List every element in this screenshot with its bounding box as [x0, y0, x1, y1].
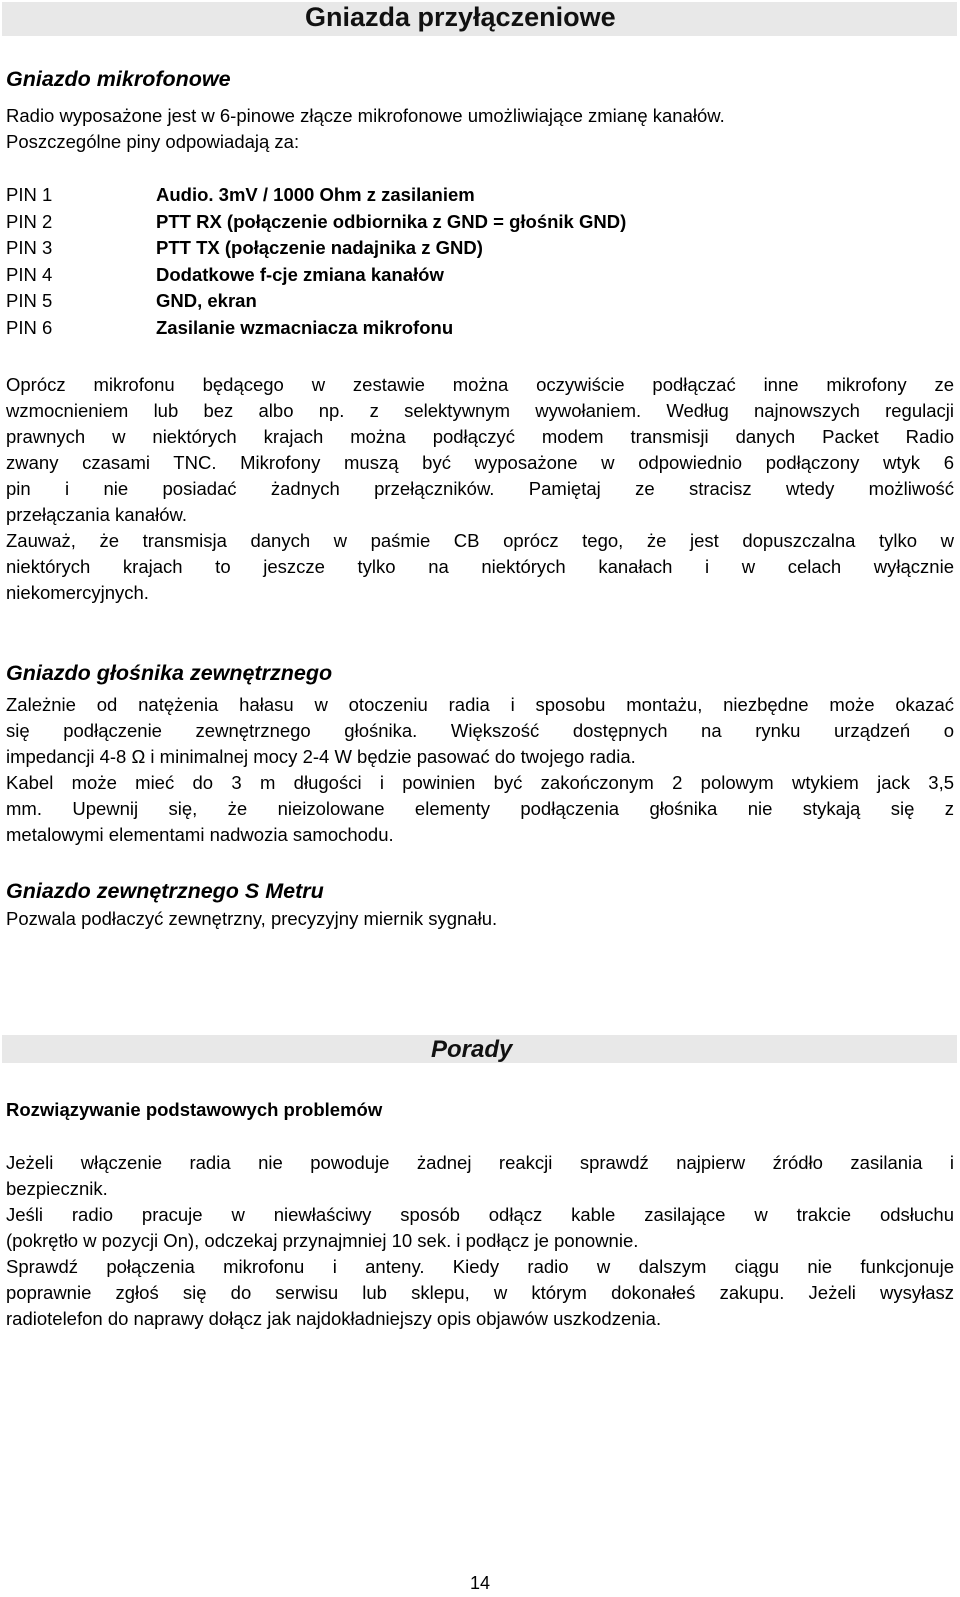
pin-description: PTT TX (połączenie nadajnika z GND)	[156, 237, 483, 258]
text-line: niekomercyjnych.	[6, 582, 149, 603]
smeter-paragraph	[6, 906, 954, 932]
text-line: Radio wyposażone jest w 6-pinowe złącze mikrofonowe umożliwiające zmianę kanałów.	[6, 105, 725, 126]
pin-description: Dodatkowe f-cje zmiana kanałów	[156, 263, 444, 285]
text-line: Poszczególne piny odpowiadają za:	[6, 131, 300, 152]
text-line: wzmocnieniem lub bez albo np. z selektywnym wywołaniem. Według najnowszych regulacji	[6, 400, 954, 421]
pin-row	[6, 182, 626, 209]
mic-intro	[6, 103, 954, 155]
mic-section-title: Gniazdo mikrofonowe	[6, 67, 231, 91]
text-line: Jeśli radio pracuje w niewłaściwy sposób odłącz kable zasilające w trakcie odsłuchu	[6, 1204, 954, 1225]
pin-row	[6, 235, 626, 262]
pin-label: PIN 2	[6, 210, 53, 232]
pin-description: Audio. 3mV / 1000 Ohm z zasilaniem	[156, 184, 475, 205]
text-line: Zauważ, że transmisja danych w paśmie CB oprócz tego, że jest dopuszczalna tylko w	[6, 530, 954, 551]
pin-label: PIN 5	[6, 290, 53, 311]
tips-title: Porady	[431, 1036, 513, 1063]
text-line: się podłączenie zewnętrznego głośnika. Większość dostępnych na rynku urządzeń o	[6, 720, 954, 741]
smeter-section-title: Gniazdo zewnętrznego S Metru	[6, 879, 324, 903]
text-line: (pokrętło w pozycji On), odczekaj przynajmniej 10 sek. i podłącz je ponownie.	[6, 1230, 639, 1251]
text-line: prawnych w niektórych krajach można podłączyć modem transmisji danych Packet Radio	[6, 426, 954, 447]
pin-list	[6, 182, 626, 341]
text-line: metalowymi elementami nadwozia samochodu.	[6, 824, 394, 845]
pin-row	[6, 262, 626, 289]
pin-row	[6, 315, 626, 342]
text-line: Oprócz mikrofonu będącego w zestawie można oczywiście podłączać inne mikrofony ze	[6, 374, 954, 395]
text-line: przełączania kanałów.	[6, 504, 187, 525]
text-line: Pozwala podłaczyć zewnętrzny, precyzyjny miernik sygnału.	[6, 908, 498, 929]
text-line: pin i nie posiadać żadnych przełączników. Pamiętaj ze stracisz wtedy możliwość	[6, 478, 954, 499]
pin-label: PIN 1	[6, 184, 53, 205]
text-line: Kabel może mieć do 3 m długości i powinien być zakończonym 2 polowym wtykiem jack 3,5	[6, 772, 954, 793]
pin-label: PIN 6	[6, 316, 53, 338]
page-title: Gniazda przyłączeniowe	[305, 2, 616, 32]
text-line: mm. Upewnij się, że nieizolowane elementy podłączenia głośnika nie stykają się z	[6, 798, 954, 819]
text-line: niektórych krajach to jeszcze tylko na niektórych kanałach i w celach wyłącznie	[6, 556, 954, 577]
mic-paragraph	[6, 372, 954, 606]
text-line: poprawnie zgłoś się do serwisu lub sklepu, w którym dokonałeś zakupu. Jeżeli wysyłasz	[6, 1282, 954, 1303]
text-line: Zależnie od natężenia hałasu w otoczeniu radia i sposobu montażu, niezbędne może okazać	[6, 694, 954, 715]
pin-description: Zasilanie wzmacniacza mikrofonu	[156, 316, 454, 338]
pin-row	[6, 288, 626, 315]
pin-description: PTT RX (połączenie odbiornika z GND = głośnik GND)	[156, 210, 627, 232]
speaker-section-title: Gniazdo głośnika zewnętrznego	[6, 661, 333, 685]
pin-row	[6, 209, 626, 236]
pin-description: GND, ekran	[156, 290, 257, 311]
tips-paragraph	[6, 1150, 954, 1332]
text-line: zwany czasami TNC. Mikrofony muszą być wyposażone w odpowiednio podłączony wtyk 6	[6, 452, 954, 473]
text-line: Sprawdź połączenia mikrofonu i anteny. Kiedy radio w dalszym ciągu nie funkcjonuje	[6, 1256, 954, 1277]
text-line: bezpiecznik.	[6, 1178, 108, 1199]
text-line: radiotelefon do naprawy dołącz jak najdokładniejszy opis objawów uszkodzenia.	[6, 1308, 662, 1329]
page-number: 14	[469, 1573, 491, 1593]
pin-label: PIN 4	[6, 263, 53, 285]
text-line: Jeżeli włączenie radia nie powoduje żadnej reakcji sprawdź najpierw źródło zasilania i	[6, 1152, 954, 1173]
text-line: impedancji 4-8 Ω i minimalnej mocy 2-4 W będzie pasować do twojego radia.	[6, 746, 636, 767]
tips-subtitle: Rozwiązywanie podstawowych problemów	[6, 1099, 383, 1120]
pin-label: PIN 3	[6, 237, 53, 258]
speaker-paragraph	[6, 692, 954, 848]
